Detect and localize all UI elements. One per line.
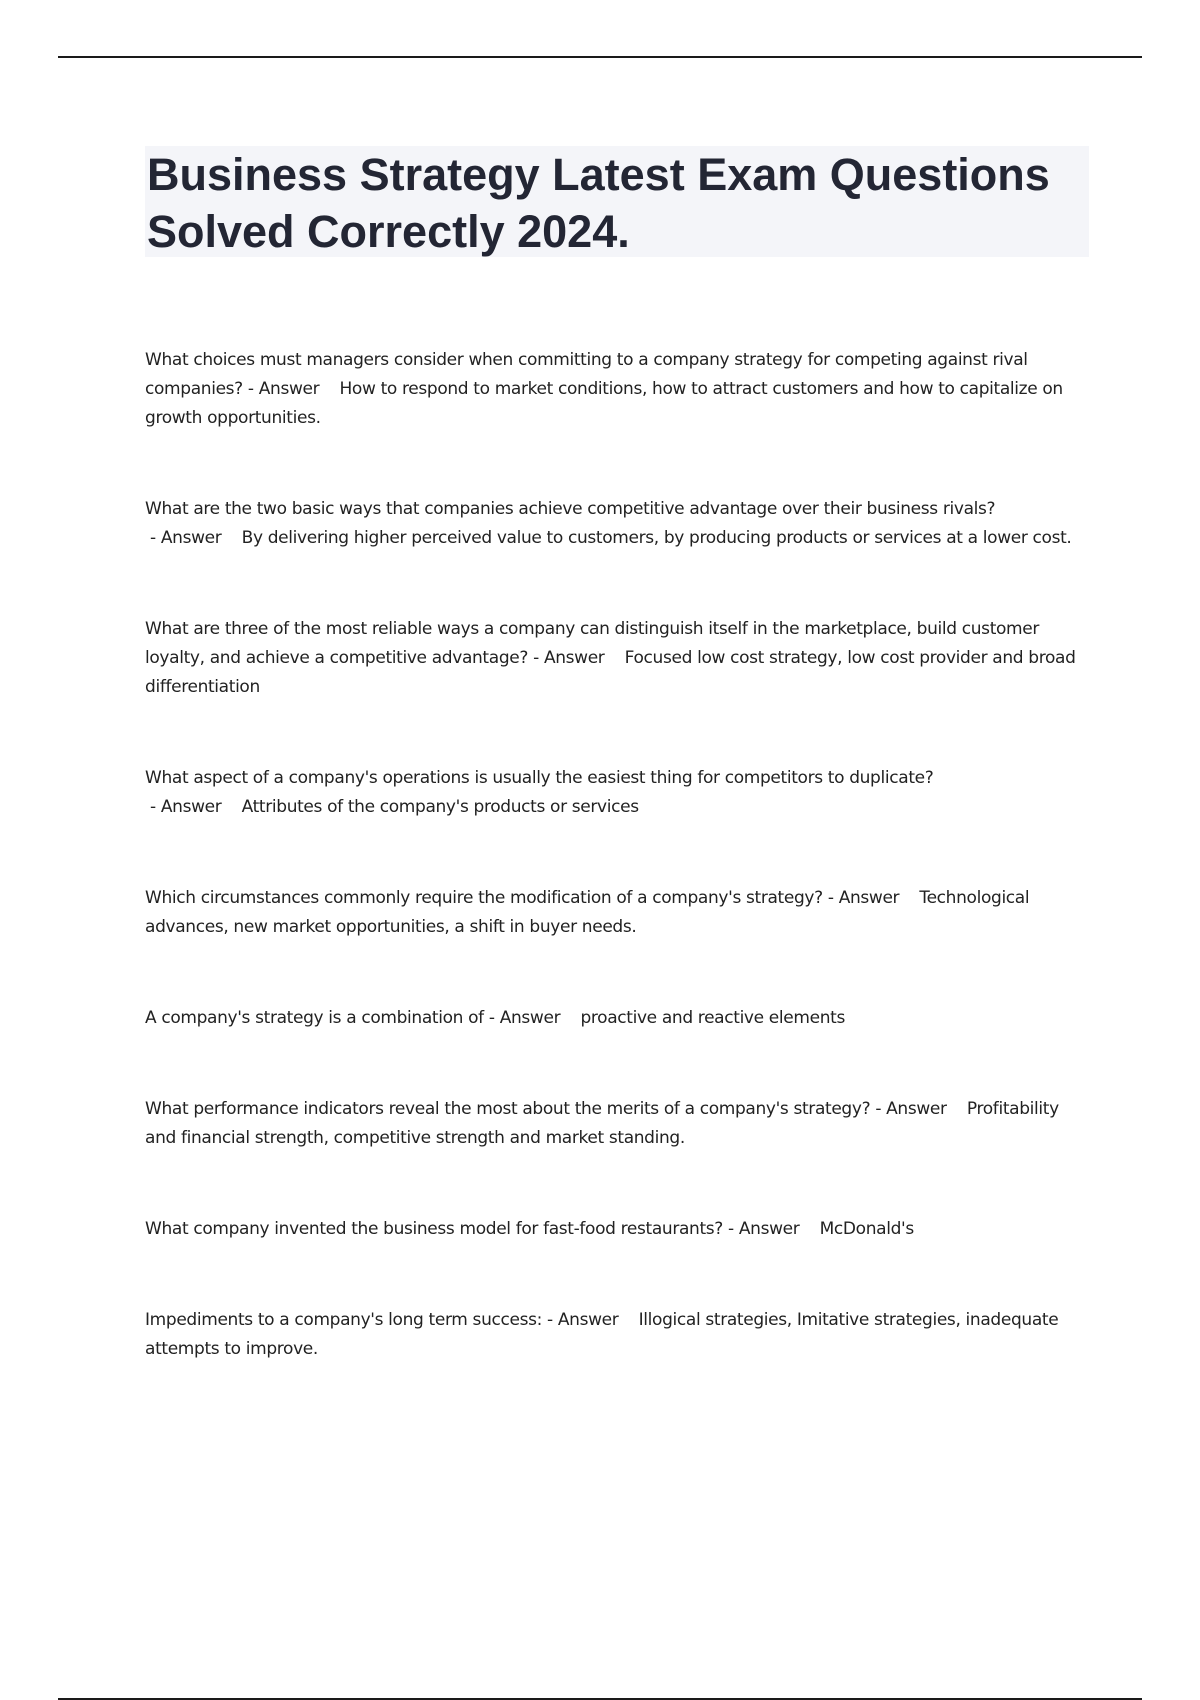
answer-text: Illogical strategies, Imitative strategies, inadequate attempts to improve.	[145, 1310, 1059, 1359]
title-block	[145, 146, 1089, 257]
answer-label: - Answer	[242, 379, 320, 399]
qa-item	[145, 1004, 1090, 1033]
question-text: What company invented the business model for fast-food restaurants?	[145, 1219, 723, 1239]
answer-text: How to respond to market conditions, how to attract customers and how to capitalize on growth opportunities.	[145, 379, 1063, 428]
question-text: What are three of the most reliable ways a company can distinguish itself in the marketplace, build customer loyalty, and achieve a competitive advantage?	[145, 619, 1040, 668]
question-text: What performance indicators reveal the most about the merits of a company's strategy?	[145, 1099, 871, 1119]
question-text: A company's strategy is a combination of	[145, 1008, 484, 1028]
answer-text: Focused low cost strategy, low cost provider and broad differentiation	[145, 648, 1076, 697]
qa-item	[145, 764, 1090, 822]
answer-label: - Answer	[722, 1219, 800, 1239]
qa-item	[145, 1215, 1090, 1244]
question-text: Impediments to a company's long term success:	[145, 1310, 542, 1330]
qa-item	[145, 884, 1090, 942]
answer-label: - Answer	[145, 528, 222, 548]
answer-text: Attributes of the company's products or services	[241, 797, 639, 817]
answer-label: - Answer	[145, 797, 222, 817]
qa-item	[145, 1095, 1090, 1153]
question-text: What choices must managers consider when committing to a company strategy for competing against rival companies?	[145, 350, 1028, 399]
answer-label: - Answer	[541, 1310, 619, 1330]
question-text: What are the two basic ways that companies achieve competitive advantage over their business rivals?	[145, 499, 996, 519]
question-text: What aspect of a company's operations is usually the easiest thing for competitors to duplicate?	[145, 768, 934, 788]
qa-list	[145, 346, 1090, 1364]
answer-text: Profitability and financial strength, competitive strength and market standing.	[145, 1099, 1059, 1148]
top-rule	[58, 56, 1142, 58]
answer-text: Technological advances, new market opportunities, a shift in buyer needs.	[145, 888, 1030, 937]
answer-label: - Answer	[483, 1008, 561, 1028]
question-text: Which circumstances commonly require the modification of a company's strategy?	[145, 888, 823, 908]
answer-text: By delivering higher perceived value to customers, by producing products or services at a lower cost.	[241, 528, 1072, 548]
answer-label: - Answer	[528, 648, 605, 668]
qa-item	[145, 346, 1090, 433]
answer-text: McDonald's	[819, 1219, 914, 1239]
qa-item	[145, 1306, 1090, 1364]
answer-label: - Answer	[870, 1099, 947, 1119]
answer-label: - Answer	[822, 888, 900, 908]
qa-item	[145, 615, 1090, 702]
answer-text: proactive and reactive elements	[580, 1008, 845, 1028]
qa-item	[145, 495, 1090, 553]
page-title: Business Strategy Latest Exam Questions Solved Correctly 2024.	[147, 149, 1050, 257]
